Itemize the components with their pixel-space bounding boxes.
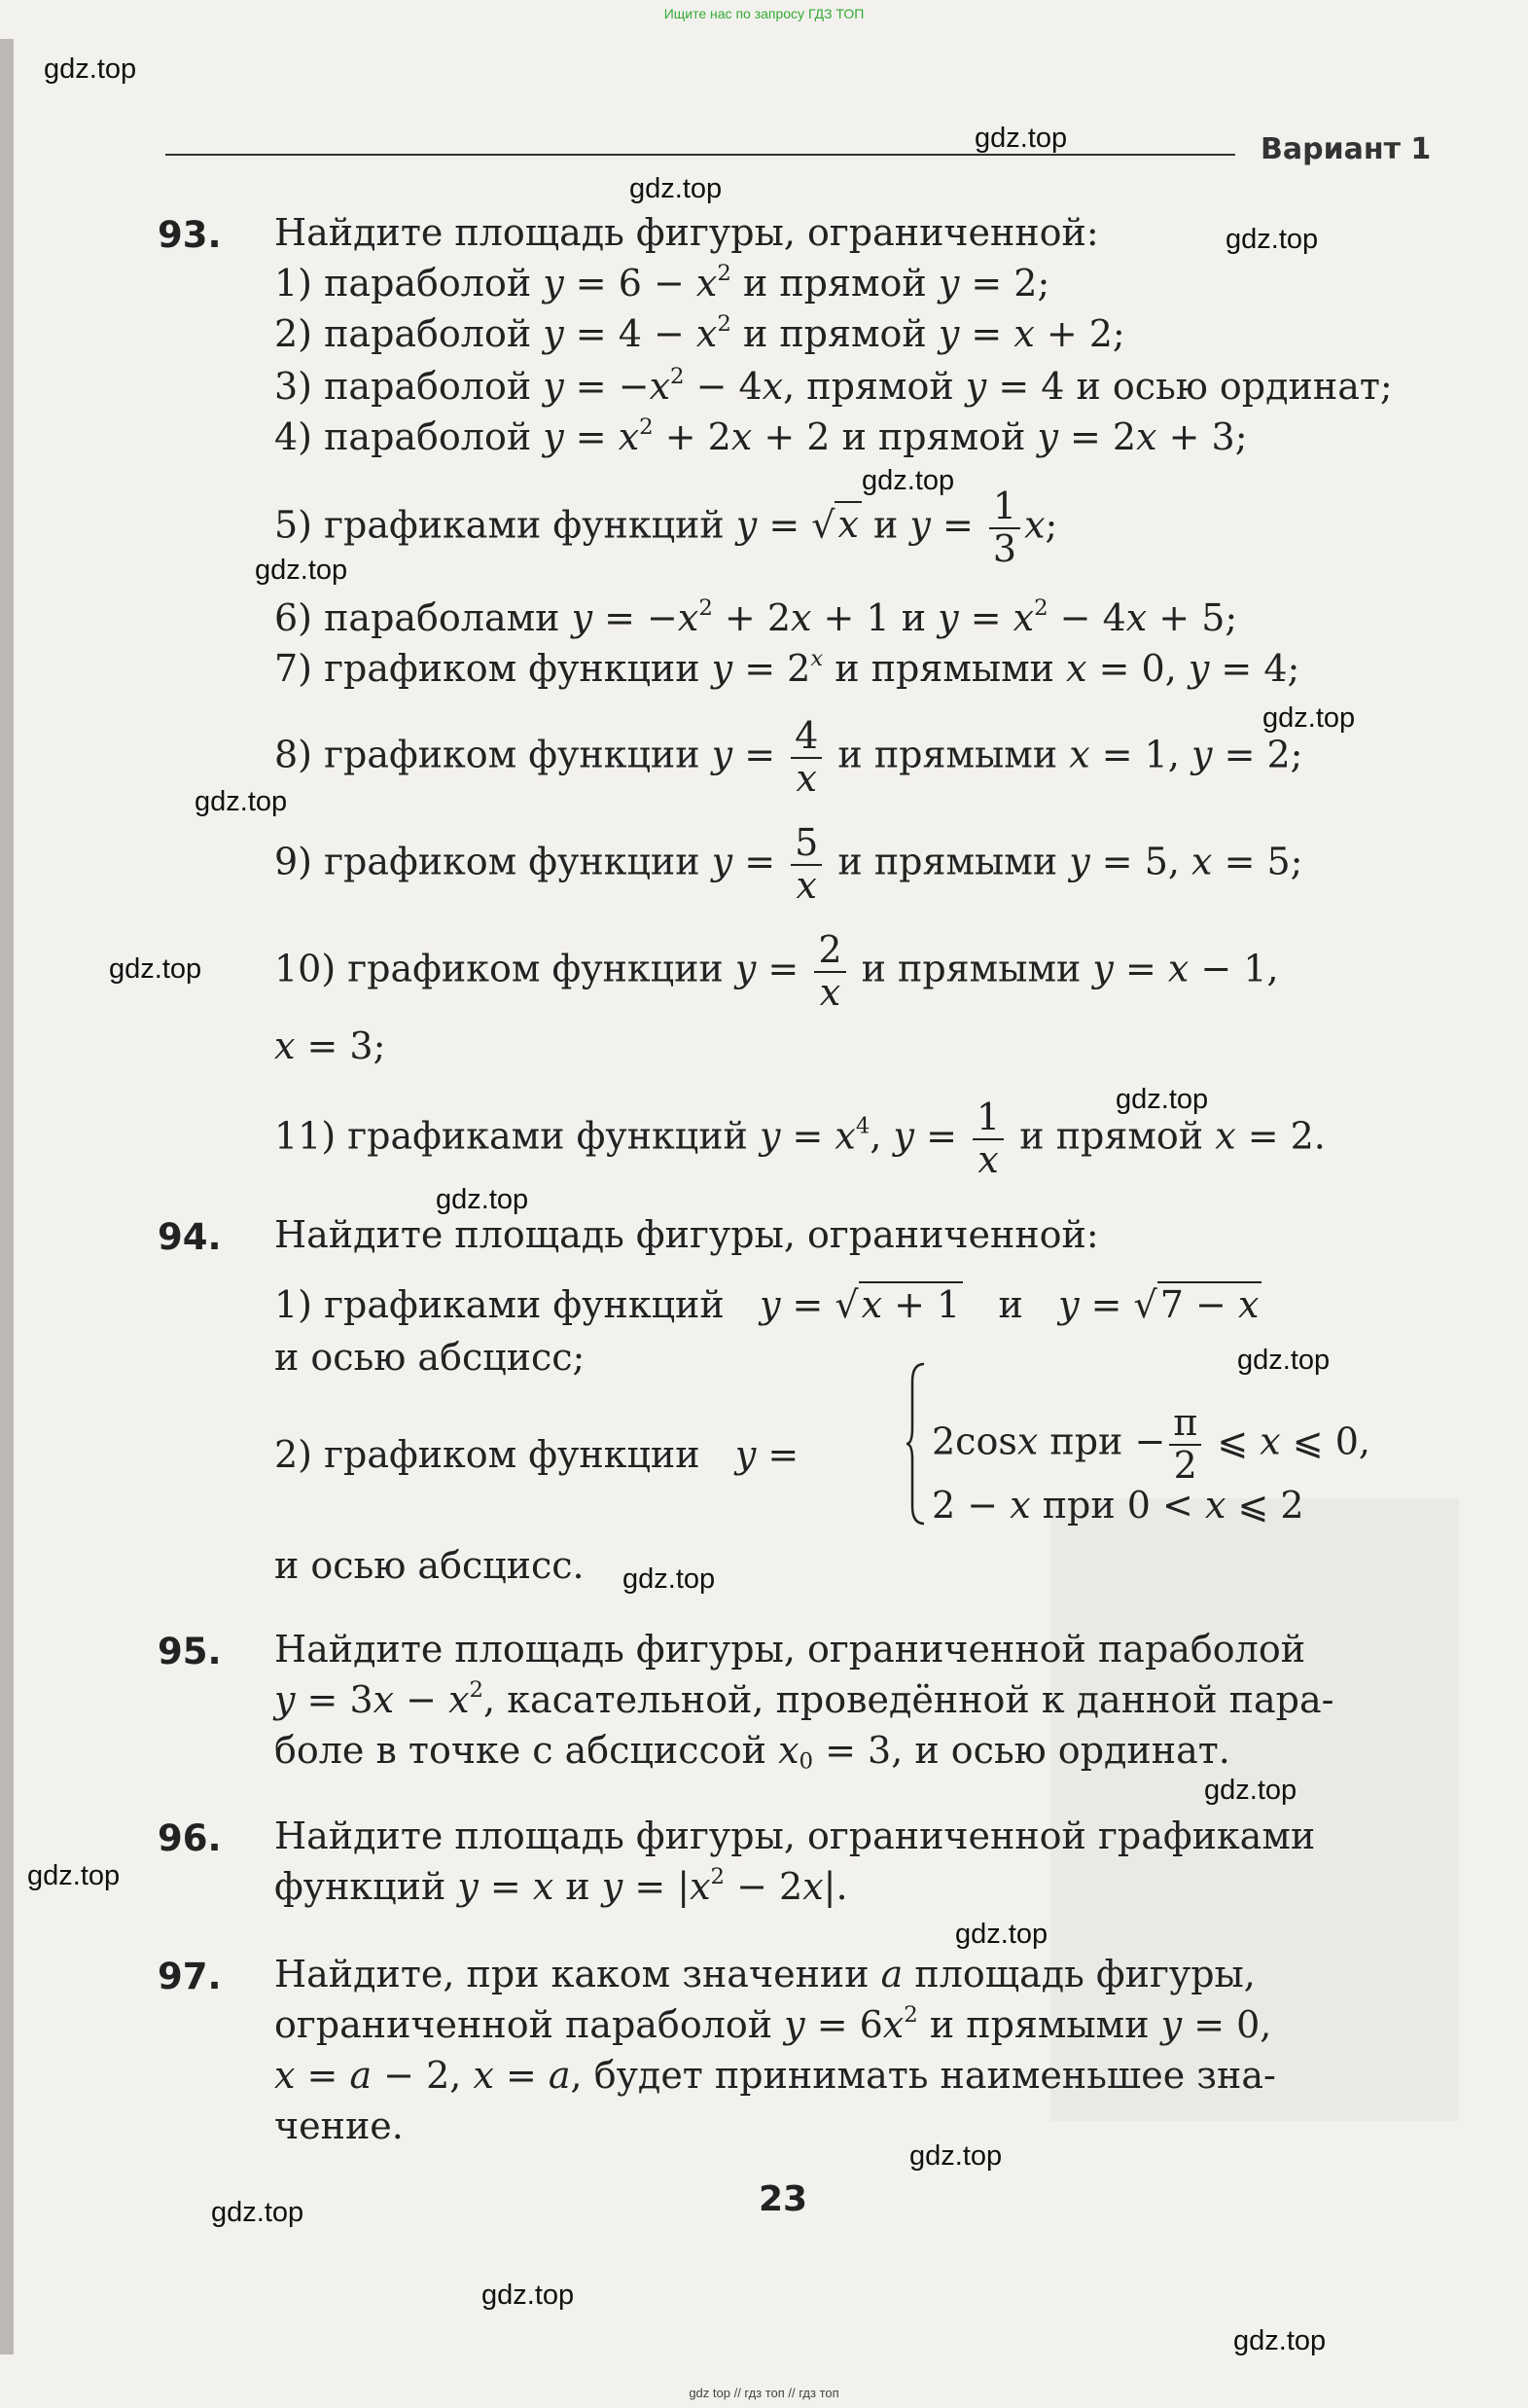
problem-number: 96. [158, 1817, 222, 1859]
problem-text: боле в точке с абсциссой $x_0 = 3$, и осью ординат. [274, 1729, 1230, 1775]
problem-item: 10) графиком функции y = $\frac{2}{x}$ и прямыми y = x − 1, [274, 928, 1279, 1014]
header-rule [165, 154, 1235, 156]
watermark: gdz.top [909, 2140, 1003, 2172]
problem-item: и осью абсцисс. [274, 1544, 585, 1587]
problem-item: 9) графиком функции y = $\frac{5}{x}$ и прямыми y = 5, x = 5; [274, 821, 1303, 907]
piecewise-brace [905, 1362, 926, 1526]
watermark: gdz.top [1237, 1345, 1331, 1376]
problem-item: 6) параболами $y = -x^2 + 2x + 1$ и $y = x^2 - 4x + 5$; [274, 595, 1238, 639]
problem-text: чение. [274, 2104, 404, 2147]
watermark: gdz.top [195, 786, 288, 817]
watermark: gdz.top [629, 173, 723, 204]
piecewise-case: 2cosx при − $\frac{\pi}{2}$ ⩽ x ⩽ 0, [932, 1401, 1370, 1487]
watermark: gdz.top [862, 465, 955, 496]
watermark: gdz.top [1262, 702, 1356, 734]
problem-number: 93. [158, 214, 222, 256]
watermark: gdz.top [622, 1563, 716, 1595]
watermark: gdz.top [27, 1860, 121, 1891]
watermark: gdz.top [211, 2197, 304, 2228]
problem-item: 3) параболой $y = -x^2 - 4x$, прямой y = 4 и осью ординат; [274, 364, 1393, 408]
problem-item: 8) графиком функции y = $\frac{4}{x}$ и прямыми x = 1, y = 2; [274, 714, 1303, 800]
problem-item: 11) графиками функций $y = x^4$, y = $\frac{1}{x}$ и прямой x = 2. [274, 1096, 1326, 1181]
problem-text: Найдите, при каком значении a площадь фигуры, [274, 1953, 1256, 1995]
problem-text: Найдите площадь фигуры, ограниченной графиками [274, 1815, 1316, 1857]
watermark: gdz.top [1226, 224, 1319, 255]
problem-item: 1) параболой $y = 6 - x^2$ и прямой y = 2; [274, 261, 1050, 305]
problem-item: 5) графиками функций y = √x и y = $\frac{1}{3}$ x; [274, 485, 1058, 570]
page-number: 23 [759, 2179, 808, 2219]
problem-text: функций y = x и $y = |x^2 - 2x|$. [274, 1864, 848, 1908]
problem-item: 4) параболой $y = x^2 + 2x + 2$ и прямой y = 2x + 3; [274, 414, 1248, 458]
bottom-banner: gdz top // гдз топ // гдз топ [689, 2386, 839, 2400]
problem-number: 95. [158, 1631, 222, 1672]
problem-item: x = 3; [274, 1024, 386, 1067]
watermark: gdz.top [1233, 2325, 1327, 2356]
watermark: gdz.top [109, 953, 202, 985]
watermark: gdz.top [955, 1919, 1048, 1950]
problem-text: x = a − 2, x = a, будет принимать наименьшее зна- [274, 2054, 1276, 2097]
watermark: gdz.top [1116, 1084, 1209, 1115]
problem-title: Найдите площадь фигуры, ограниченной: [274, 211, 1099, 254]
problem-item: 1) графиками функций y = √x + 1 и y = √7 − x [274, 1286, 1261, 1323]
watermark: gdz.top [975, 123, 1068, 154]
variant-label: Вариант 1 [1261, 132, 1432, 166]
problem-item: 7) графиком функции $y = 2^x$ и прямыми x = 0, y = 4; [274, 646, 1300, 690]
page-edge-shadow [0, 39, 14, 2354]
watermark: gdz.top [44, 54, 137, 85]
problem-text: $y = 3x - x^2$, касательной, проведённой к данной пара- [274, 1677, 1334, 1721]
top-banner: Ищите нас по запросу ГДЗ ТОП [663, 6, 865, 21]
problem-number: 97. [158, 1956, 222, 1997]
watermark: gdz.top [255, 555, 348, 586]
problem-text: ограниченной параболой $y = 6x^2$ и прямыми y = 0, [274, 2002, 1272, 2046]
problem-text: Найдите площадь фигуры, ограниченной параболой [274, 1628, 1306, 1671]
problem-item: и осью абсцисс; [274, 1336, 586, 1379]
piecewise-case: 2 − x при 0 < x ⩽ 2 [932, 1484, 1304, 1527]
watermark: gdz.top [481, 2280, 575, 2311]
problem-item: 2) параболой $y = 4 - x^2$ и прямой y = x + 2; [274, 311, 1125, 355]
watermark: gdz.top [436, 1184, 529, 1215]
problem-title: Найдите площадь фигуры, ограниченной: [274, 1213, 1099, 1256]
watermark: gdz.top [1204, 1775, 1297, 1806]
problem-number: 94. [158, 1216, 222, 1258]
problem-item: 2) графиком функции y = [274, 1433, 800, 1476]
